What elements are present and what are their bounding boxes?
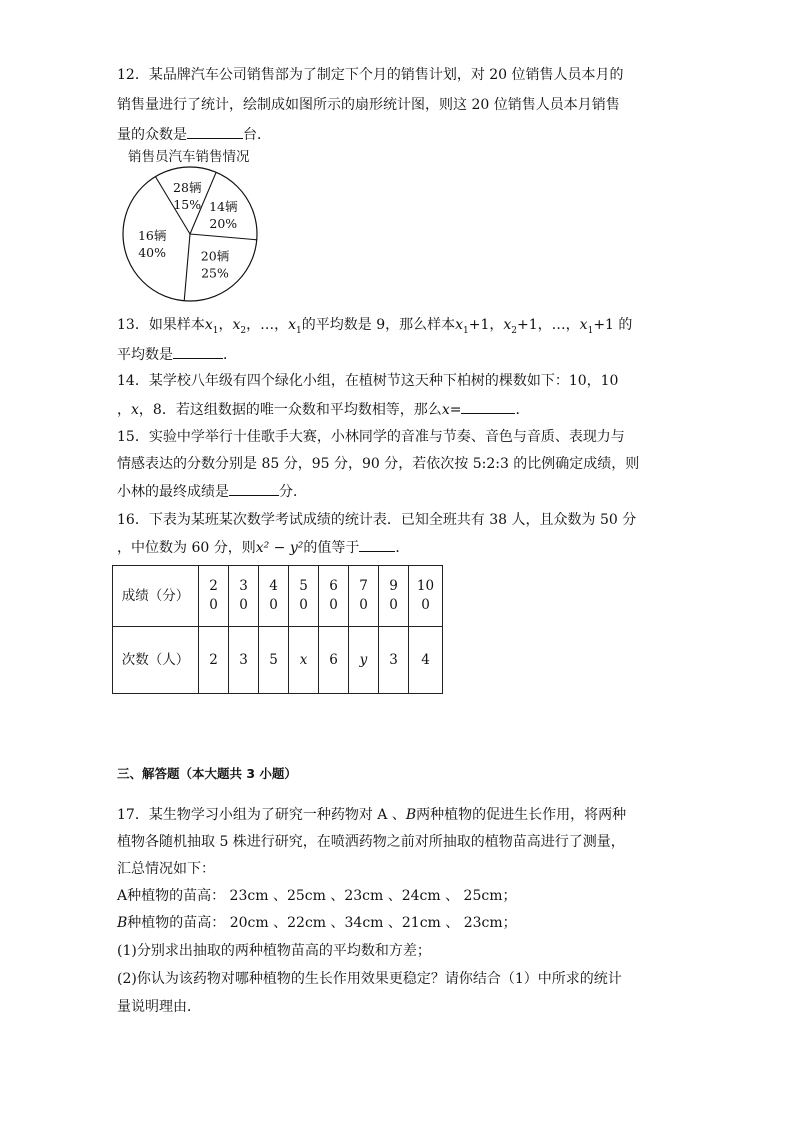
cell-value: 3 bbox=[239, 651, 248, 668]
var-x: x bbox=[131, 402, 139, 418]
pie-slice-label: 20辆 bbox=[200, 248, 230, 264]
q17-text: 17．某生物学习小组为了研究一种药物对 A 、 bbox=[117, 807, 406, 823]
table-cell bbox=[319, 566, 349, 627]
cell-value: 100 bbox=[416, 578, 435, 613]
q17-part2-line2: 量说明理由． bbox=[117, 999, 201, 1015]
subscript: 1 bbox=[463, 325, 469, 336]
table-cell bbox=[289, 627, 319, 694]
pie-slice-percent: 15% bbox=[173, 197, 202, 213]
q13-line2 bbox=[117, 344, 237, 365]
table-cell bbox=[349, 566, 379, 627]
answer-blank bbox=[461, 399, 515, 414]
q16-line2 bbox=[117, 537, 409, 558]
table-cell bbox=[379, 566, 409, 627]
chart-title: 销售员汽车销售情况 bbox=[128, 149, 250, 165]
var-b: B bbox=[117, 915, 128, 931]
table-cell bbox=[199, 566, 229, 627]
answer-blank bbox=[173, 344, 223, 359]
q13-text-end: ． bbox=[223, 347, 237, 363]
cell-value: 30 bbox=[239, 578, 248, 613]
q14-text-end: ． bbox=[515, 402, 530, 418]
q12-text-end: 台． bbox=[243, 127, 271, 143]
table-cell bbox=[199, 627, 229, 694]
q17-plant-a: A种植物的苗高： 23cm 、25cm 、23cm 、24cm 、 25cm； bbox=[117, 888, 517, 904]
q13-text: +1，…， bbox=[517, 317, 580, 333]
q17-part2-line1: (2)你认为该药物对哪种植物的生长作用效果更稳定？请你结合（1）中所求的统计 bbox=[117, 971, 622, 987]
q14-text: ，8．若这组数据的唯一众数和平均数相等，那么 bbox=[138, 402, 442, 418]
cell-value: y bbox=[359, 651, 368, 668]
table-cell bbox=[409, 627, 443, 694]
q17-text: 两种植物的促进生长作用，将两种 bbox=[416, 807, 627, 823]
pie-slice-percent: 20% bbox=[209, 215, 238, 231]
answer-blank bbox=[359, 537, 395, 552]
q12-line1: 12．某品牌汽车公司销售部为了制定下个月的销售计划，对 20 位销售人员本月的 bbox=[117, 67, 624, 83]
subscript: 2 bbox=[511, 325, 518, 336]
cell-value: 6 bbox=[329, 651, 338, 668]
cell-value: 40 bbox=[269, 578, 278, 613]
table-cell bbox=[229, 566, 259, 627]
table-row bbox=[113, 566, 443, 627]
var-b: B bbox=[405, 807, 417, 823]
cell-value: x bbox=[299, 651, 308, 668]
cell-value: 90 bbox=[389, 578, 398, 613]
q16-text-end: ． bbox=[395, 540, 410, 556]
table-cell bbox=[259, 566, 289, 627]
q13-text: +1， bbox=[468, 317, 504, 333]
q15-text: 小林的最终成绩是 bbox=[117, 484, 229, 500]
q13-text: ，…， bbox=[246, 317, 289, 333]
cell-value: 70 bbox=[359, 578, 368, 613]
q15-line1: 15．实验中学举行十佳歌手大赛，小林同学的音准与节奏、音色与音质、表现力与 bbox=[117, 429, 625, 445]
q13-text: 13．如果样本 bbox=[117, 317, 205, 333]
pie-slice-label: 14辆 bbox=[209, 198, 238, 214]
var-x: x bbox=[579, 317, 588, 333]
table-cell bbox=[229, 627, 259, 694]
pie-slice-percent: 40% bbox=[138, 244, 167, 260]
q16-text: 的值等于 bbox=[303, 540, 360, 556]
pie-slice-boundary bbox=[190, 234, 257, 240]
q13-text: 平均数是 bbox=[117, 347, 173, 363]
q16-line1: 16．下表为某班某次数学考试成绩的统计表．已知全班共有 38 人，且众数为 50 分 bbox=[117, 512, 637, 528]
q17-line2: 植物各随机抽取 5 株进行研究，在喷洒药物之前对所抽取的植物苗高进行了测量， bbox=[117, 834, 625, 850]
q12-line2: 销售量进行了统计，绘制成如图所示的扇形统计图，则这 20 位销售人员本月销售 bbox=[117, 97, 620, 113]
subscript: 1 bbox=[296, 325, 302, 336]
pie-slice-label: 28辆 bbox=[173, 180, 202, 196]
table-cell bbox=[349, 627, 379, 694]
q17-plant-b bbox=[117, 913, 517, 933]
table-header-cell bbox=[113, 566, 199, 627]
var-x: x bbox=[503, 317, 512, 333]
cell-value: 4 bbox=[421, 651, 430, 668]
q15-text-end: 分． bbox=[279, 484, 307, 500]
pie-chart bbox=[118, 165, 263, 305]
var-x: x bbox=[288, 317, 297, 333]
cell-value: 5 bbox=[269, 651, 278, 668]
table-cell bbox=[409, 566, 443, 627]
subscript: 2 bbox=[240, 325, 247, 336]
q17-line3: 汇总情况如下： bbox=[117, 861, 215, 877]
pie-slice-boundary bbox=[184, 234, 190, 301]
var-x: x bbox=[232, 317, 241, 333]
q12-text: 量的众数是 bbox=[117, 127, 187, 143]
q13-text: +1 的 bbox=[593, 317, 633, 333]
expression: x² − y² bbox=[255, 540, 304, 556]
q12-line3 bbox=[117, 124, 271, 145]
pie-slice-percent: 25% bbox=[201, 265, 229, 281]
cell-value: 50 bbox=[299, 578, 308, 613]
q17-part1: (1)分别求出抽取的两种植物苗高的平均数和方差； bbox=[117, 943, 431, 959]
q16-text: ，中位数为 60 分，则 bbox=[117, 540, 256, 556]
table-cell bbox=[319, 627, 349, 694]
table-cell bbox=[289, 566, 319, 627]
cell-value: 20 bbox=[209, 578, 218, 613]
q15-line2: 情感表达的分数分别是 85 分，95 分，90 分，若依次按 5:2:3 的比例确定成绩，则 bbox=[117, 456, 640, 472]
pie-slice-label: 16辆 bbox=[137, 227, 167, 243]
cell-value: 3 bbox=[389, 651, 398, 668]
var-x: x bbox=[455, 317, 464, 333]
table-cell bbox=[379, 627, 409, 694]
subscript: 1 bbox=[212, 325, 219, 336]
q13-line1 bbox=[117, 315, 632, 341]
var-x: x bbox=[204, 317, 213, 333]
table-cell bbox=[259, 627, 289, 694]
q13-text: 的平均数是 9，那么样本 bbox=[301, 317, 456, 333]
answer-blank bbox=[229, 481, 279, 496]
q17-line1 bbox=[117, 805, 626, 825]
section-title: 三、解答题（本大题共 3 小题） bbox=[117, 766, 297, 781]
q14-line1: 14．某学校八年级有四个绿化小组，在植树节这天种下柏树的棵数如下：10，10 bbox=[117, 373, 619, 389]
cell-value: 60 bbox=[329, 578, 338, 613]
answer-blank bbox=[187, 124, 243, 139]
subscript: 1 bbox=[587, 325, 594, 336]
var-x-equals: x= bbox=[441, 402, 462, 418]
cell-value: 2 bbox=[209, 651, 218, 668]
q14-line2 bbox=[117, 399, 529, 420]
table-header-cell bbox=[113, 627, 199, 694]
q15-line3 bbox=[117, 481, 307, 502]
row-header-label: 成绩（分） bbox=[121, 587, 190, 604]
q13-text: ， bbox=[218, 317, 233, 333]
table-row bbox=[113, 627, 443, 694]
score-table bbox=[112, 565, 443, 694]
q17-text: 种植物的苗高： 20cm 、22cm 、34cm 、21cm 、 23cm； bbox=[127, 915, 517, 931]
row-header-label: 次数（人） bbox=[121, 651, 190, 668]
q14-text: ， bbox=[117, 402, 131, 418]
